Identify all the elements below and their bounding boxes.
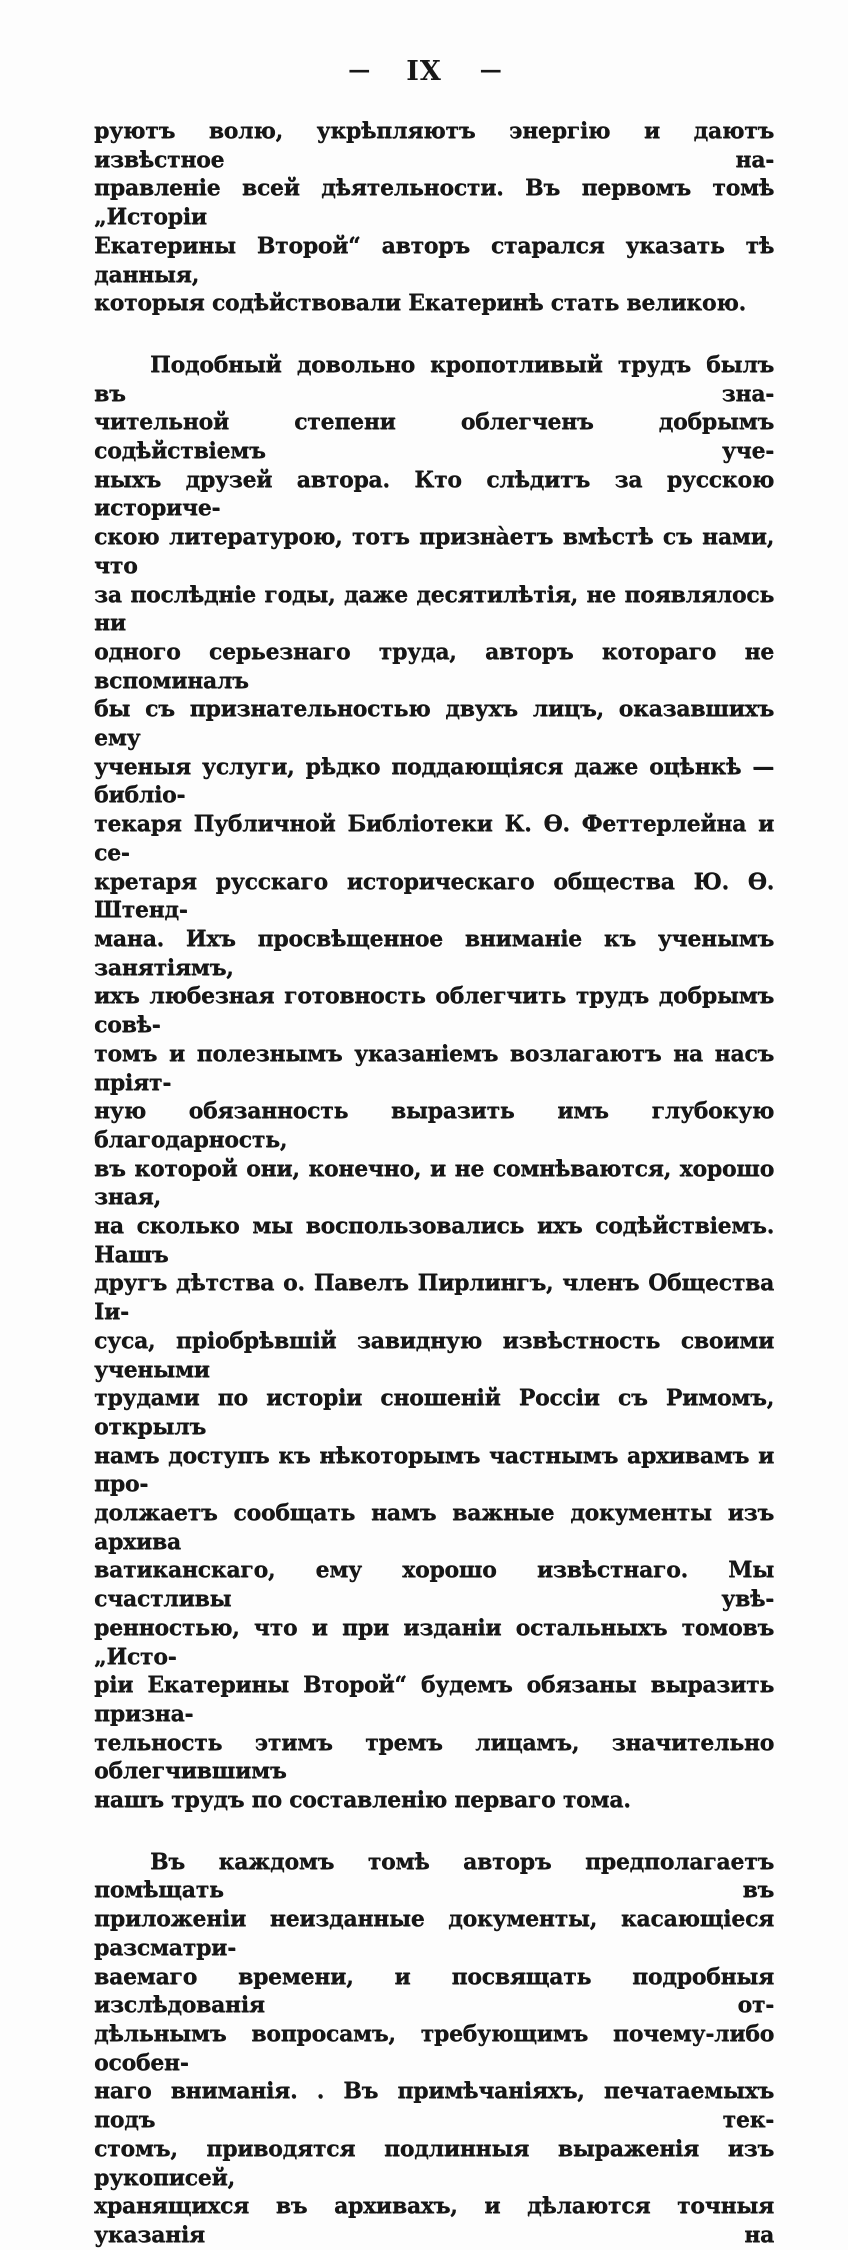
page-header bbox=[0, 58, 848, 85]
text-line: Въ каждомъ томѣ авторъ предполагаетъ помѣщать въ bbox=[94, 1848, 774, 1904]
text-line: томъ и полезнымъ указаніемъ возлагаютъ на насъ пріят- bbox=[94, 1040, 774, 1096]
text-line: Екатерины Второй“ авторъ старался указать тѣ данныя, bbox=[94, 232, 774, 288]
text-line: стомъ, приводятся подлинныя выраженія изъ рукописей, bbox=[94, 2135, 774, 2191]
text-line: которыя содѣйствовали Екатеринѣ стать великою. bbox=[94, 290, 746, 317]
text-line: дѣльнымъ вопросамъ, требующимъ почему-либо особен- bbox=[94, 2021, 774, 2076]
text-line: ваемаго времени, и посвящать подробныя изслѣдованія от- bbox=[94, 1963, 774, 2019]
header-dash-left: — bbox=[348, 56, 369, 83]
text-line: текаря Публичной Библіотеки К. Ѳ. Феттерлейна и се- bbox=[94, 811, 774, 866]
header-dash-right: — bbox=[479, 56, 500, 83]
page-text bbox=[94, 117, 774, 2250]
text-line: мана. Ихъ просвѣщенное вниманіе къ ученымъ занятіямъ, bbox=[94, 925, 774, 981]
text-line: нашъ трудъ по составленію перваго тома. bbox=[94, 1787, 631, 1814]
text-line: должаетъ сообщать намъ важные документы изъ архива bbox=[94, 1500, 774, 1555]
text-line: ренностью, что и при изданіи остальныхъ томовъ „Исто- bbox=[94, 1614, 774, 1670]
text-line: чительной степени облегченъ добрымъ содѣйствіемъ уче- bbox=[94, 409, 774, 465]
text-line: наго вниманія. . Въ примѣчаніяхъ, печатаемыхъ подъ тек- bbox=[94, 2078, 774, 2134]
paragraph bbox=[94, 1848, 774, 2250]
paragraph bbox=[94, 351, 774, 1815]
text-line: тельность этимъ тремъ лицамъ, значительно облегчившимъ bbox=[94, 1729, 774, 1785]
text-line: Подобный довольно кропотливый трудъ былъ въ зна- bbox=[94, 351, 774, 407]
text-line: хранящихся въ архивахъ, и дѣлаются точныя указанія на bbox=[94, 2193, 774, 2248]
text-line: за послѣдніе годы, даже десятилѣтія, не появлялось ни bbox=[94, 581, 774, 637]
text-line: ватиканскаго, ему хорошо извѣстнаго. Мы счастливы увѣ- bbox=[94, 1557, 774, 1613]
paragraph bbox=[94, 117, 774, 318]
text-line: бы съ признательностью двухъ лицъ, оказавшихъ ему bbox=[94, 696, 774, 752]
text-line: въ которой они, конечно, и не сомнѣваются, хорошо зная, bbox=[94, 1155, 774, 1211]
text-line: правленіе всей дѣятельности. Въ первомъ томѣ „Исторіи bbox=[94, 175, 774, 231]
text-line: на сколько мы воспользовались ихъ содѣйствіемъ. Нашъ bbox=[94, 1213, 774, 1268]
text-line: ную обязанность выразить имъ глубокую благодарность, bbox=[94, 1098, 774, 1153]
text-line: намъ доступъ къ нѣкоторымъ частнымъ архивамъ и про- bbox=[94, 1442, 774, 1498]
text-line: одного серьезнаго труда, авторъ котораго не вспоминалъ bbox=[94, 638, 774, 694]
text-line: ученыя услуги, рѣдко поддающіяся даже оцѣнкѣ — библіо- bbox=[94, 753, 774, 809]
text-line: трудами по исторіи сношеній Россіи съ Римомъ, открылъ bbox=[94, 1385, 774, 1440]
text-line: кретаря русскаго историческаго общества Ю. Ѳ. Штенд- bbox=[94, 868, 774, 924]
text-line: ріи Екатерины Второй“ будемъ обязаны выразить призна- bbox=[94, 1672, 774, 1727]
text-line: ихъ любезная готовность облегчить трудъ добрымъ совѣ- bbox=[94, 983, 774, 1039]
text-line: ныхъ друзей автора. Кто слѣдитъ за русскою историче- bbox=[94, 466, 774, 522]
text-line: приложеніи неизданные документы, касающіеся разсматри- bbox=[94, 1906, 774, 1961]
page-number: IX bbox=[406, 56, 442, 87]
text-line: скою литературою, тотъ призна̀етъ вмѣстѣ съ нами, что bbox=[94, 524, 774, 579]
text-line: руютъ волю, укрѣпляютъ энергію и даютъ извѣстное на- bbox=[94, 118, 774, 173]
text-line: суса, пріобрѣвшій завидную извѣстность своими учеными bbox=[94, 1327, 774, 1383]
text-line: другъ дѣтства о. Павелъ Пирлингъ, членъ Общества Іи- bbox=[94, 1270, 774, 1326]
